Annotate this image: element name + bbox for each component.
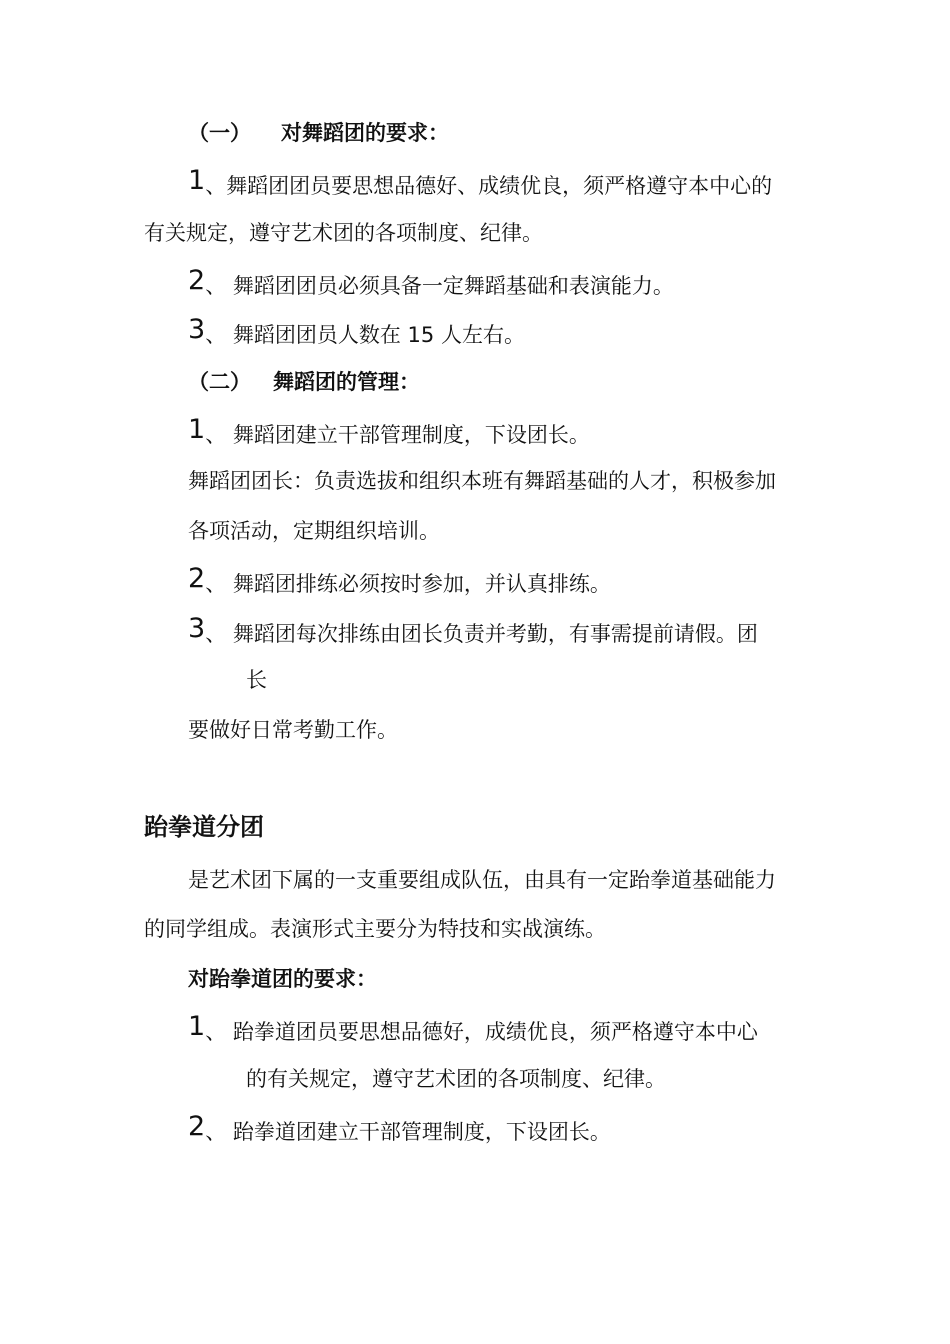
list-item (188, 613, 758, 648)
list-text: 舞蹈团团员必须具备一定舞蹈基础和表演能力。 (232, 274, 674, 298)
list-text: 舞蹈团建立干部管理制度，下设团长。 (232, 423, 590, 447)
list-number: 2 (188, 563, 206, 594)
list-separator: 、 (205, 1120, 227, 1144)
list-separator: 、 (205, 1020, 227, 1044)
section-heading-number: （二） (188, 370, 251, 394)
list-text: 跆拳道团员要思想品德好，成绩优良，须严格遵守本中心 (232, 1020, 758, 1044)
leader-description-continuation: 各项活动，定期组织培训。 (188, 519, 440, 543)
list-text: 舞蹈团排练必须按时参加，并认真排练。 (232, 572, 611, 596)
section-heading-number: （一） (188, 121, 251, 145)
requirements-heading: 对跆拳道团的要求： (188, 967, 377, 991)
list-text: 舞蹈团团员要思想品德好、成绩优良，须严格遵守本中心的 (226, 174, 773, 198)
list-number: 3 (188, 314, 206, 345)
list-text: 跆拳道团建立干部管理制度，下设团长。 (232, 1120, 611, 1144)
list-item (188, 563, 611, 598)
list-item (188, 414, 590, 449)
list-number: 1 (188, 414, 206, 445)
page-section-title: 跆拳道分团 (144, 813, 264, 841)
intro-paragraph: 是艺术团下属的一支重要组成队伍，由具有一定跆拳道基础能力 (188, 868, 776, 892)
list-item (188, 1111, 611, 1146)
list-separator: 、 (205, 323, 227, 347)
section-heading-text: 舞蹈团的管理： (273, 370, 420, 394)
list-number: 2 (188, 1111, 206, 1142)
list-text-continuation: 的有关规定，遵守艺术团的各项制度、纪律。 (246, 1067, 666, 1091)
section-heading-text: 对舞蹈团的要求： (281, 121, 449, 145)
list-item (188, 314, 525, 349)
list-item (188, 265, 674, 300)
intro-paragraph-continuation: 的同学组成。表演形式主要分为特技和实战演练。 (144, 917, 606, 941)
list-text-continuation: 有关规定，遵守艺术团的各项制度、纪律。 (144, 221, 543, 245)
attendance-note: 要做好日常考勤工作。 (188, 718, 398, 742)
list-number: 2 (188, 265, 206, 296)
list-text: 舞蹈团团员人数在 15 人左右。 (232, 323, 525, 347)
list-separator: 、 (205, 274, 227, 298)
leader-description: 舞蹈团团长：负责选拔和组织本班有舞蹈基础的人才，积极参加 (188, 469, 776, 493)
list-text: 舞蹈团每次排练由团长负责并考勤，有事需提前请假。团 (232, 622, 758, 646)
list-item (188, 1011, 758, 1046)
list-number: 1 (188, 165, 206, 196)
section-heading-1 (188, 119, 449, 147)
section-heading-2 (188, 368, 420, 396)
list-number: 3 (188, 613, 206, 644)
list-number: 1 (188, 1011, 206, 1042)
list-item (188, 165, 773, 200)
list-separator: 、 (205, 572, 227, 596)
list-text-continuation: 长 (246, 668, 267, 692)
list-separator: 、 (205, 174, 227, 198)
list-separator: 、 (205, 622, 227, 646)
list-separator: 、 (205, 423, 227, 447)
